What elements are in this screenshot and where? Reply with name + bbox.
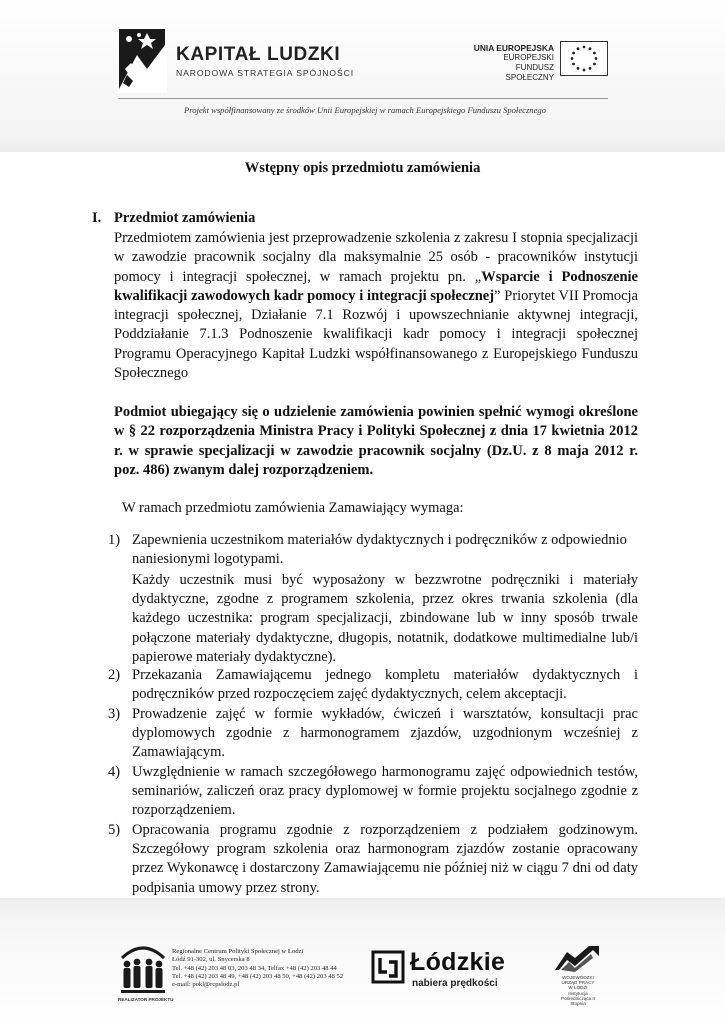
header-band	[0, 0, 725, 152]
list-item-text: Prowadzenie zajęć w formie wykładów, ćwiczeń i warsztatów, konsultacji prac dyplomowych zgodnie z harmonogramem zjazdów, uzgodnionym wcześniej z Zamawiającym.	[132, 706, 638, 761]
header-divider	[118, 98, 608, 99]
paragraph-requirements: Podmiot ubiegający się o udzielenie zamówienia powinien spełnić wymogi określone w § 22 rozporządzenia Ministra Pracy i Polityki Społecznej z dnia 17 kwietnia 2012 r. w sprawie specjalizacji w zawodzie pracownik socjalny (Dz.U. z 8 maja 2012 r. poz. 486) zwanym dalej rozporządzeniem.	[114, 404, 638, 478]
wup-label: WOJEWÓDZKI URZĄD PRACY W ŁODZI Instytucja Pośrednicząca II Stopnia	[561, 975, 595, 1007]
eu-label-line2: EUROPEJSKI	[503, 53, 554, 62]
kapital-ludzki-logo-icon	[117, 25, 167, 93]
region-slogan: nabiera prędkości	[412, 978, 498, 989]
cofinancing-note: Projekt współfinansowany ze środków Unii Europejskiej w ramach Europejskiego Funduszu Społecznego	[183, 105, 546, 115]
section-number: I.	[92, 210, 102, 226]
rcps-people-logo-icon	[118, 938, 168, 998]
paragraph-subject-text: Przedmiotem zamówienia jest przeprowadzenie szkolenia z zakresu I stopnia specjalizacji w zawodzie pracownik socjalny dla maksymalnie 25 osób - pracowników instytucji pomocy i integracji społecznej, w ramach projektu pn. „	[114, 230, 638, 285]
section-heading	[92, 210, 255, 227]
realizator-label: REALIZATOR PROJEKTU	[118, 997, 174, 1002]
list-item-text: Opracowania programu zgodnie z rozporządzeniem z podziałem godzinowym. Szczegółowy program szkolenia oraz harmonogram zjazdów zostanie opracowany przez Wykonawcę i dostarczony Zamawiającemu nie później niż w ciągu 7 dni od daty podpisania umowy przez strony.	[132, 822, 638, 896]
list-item-text: Przekazania Zamawiającemu jednego kompletu materiałów dydaktycznych i podręczników przed rozpoczęciem zajęć dydaktycznych, celem akceptacji.	[132, 667, 638, 703]
program-subtitle: NARODOWA STRATEGIA SPÓJNOŚCI	[176, 68, 354, 78]
rcps-line: Łódź 91-302, ul. Snycerska 8	[172, 956, 250, 964]
rcps-line: e-mail: pokl@rcpslodz.pl	[172, 981, 240, 989]
project-name: Wsparcie i Podnoszenie kwalifikacji zawodowych kadr pomocy i integracji społecznej	[114, 268, 638, 304]
requirements-intro: W ramach przedmiotu zamówienia Zamawiający wymaga:	[122, 500, 464, 516]
section-title: Przedmiot zamówienia	[114, 210, 256, 226]
eu-flag-icon	[560, 41, 608, 76]
eu-label-line1: UNIA EUROPEJSKA	[473, 43, 554, 53]
list-item-number: 2)	[108, 667, 121, 683]
rcps-line: Tel. +48 (42) 203 48 03, 203 48 34, Telfax +48 (42) 203 48 44	[172, 964, 337, 972]
paragraph-subject	[114, 229, 638, 383]
paragraph-subject-rest: ” Priorytet VII Promocja integracji społecznej, Działanie 7.1 Rozwój i upowszechnianie aktywnej integracji, Poddziałanie 7.1.3 Podnoszenie kwalifikacji kadr pomocy i integracji społecznej Programu Operacyjnego Kapitał Ludzki współfinansowanego z Europejskiego Funduszu Społecznego	[114, 287, 638, 382]
list-item-text: Uwzględnienie w ramach szczegółowego harmonogramu zajęć odpowiednich testów, seminariów, zaliczeń oraz pracy dyplomowej w formie projektu socjalnego zgodnie z rozporządzeniem.	[132, 764, 638, 819]
list-item-detail	[132, 571, 638, 667]
wup-arrow-logo-icon	[553, 944, 601, 972]
rcps-contact	[172, 948, 343, 989]
eu-label	[466, 43, 554, 83]
list-item-number: 5)	[108, 822, 121, 838]
lodzkie-region-logo-icon	[371, 950, 405, 984]
eu-label-line3: FUNDUSZ SPOŁECZNY	[505, 63, 554, 82]
list-item-detail-text: Każdy uczestnik musi być wyposażony w bezzwrotne podręczniki i materiały dydaktyczne, zgodne z programem szkolenia, przez okres trwania szkolenia (dla każdego uczestnika: program specjalizacji, zbindowane lub w inny sposób trwale połączone materiały dydaktyczne, długopis, notatnik, dodatkowe multimedialne lub/i papierowe materiały dydaktyczne).	[132, 572, 638, 665]
list-item-number: 4)	[108, 764, 121, 780]
program-name: KAPITAŁ LUDZKI	[176, 44, 341, 65]
footer-band	[0, 898, 725, 1024]
document-title: Wstępny opis przedmiotu zamówienia	[244, 160, 481, 176]
region-name: Łódzkie	[410, 948, 506, 976]
rcps-line: Tel. +48 (42) 203 48 49, +48 (42) 203 48 50, +48 (42) 203 48 52	[172, 972, 344, 980]
list-item-number: 3)	[108, 706, 121, 722]
rcps-line: Regionalne Centrum Polityki Społecznej w Łodzi	[172, 948, 304, 955]
list-item-number: 1)	[108, 532, 121, 548]
list-item-text: Zapewnienia uczestnikom materiałów dydaktycznych i podręczników z odpowiednio naniesionymi logotypami.	[132, 532, 627, 568]
